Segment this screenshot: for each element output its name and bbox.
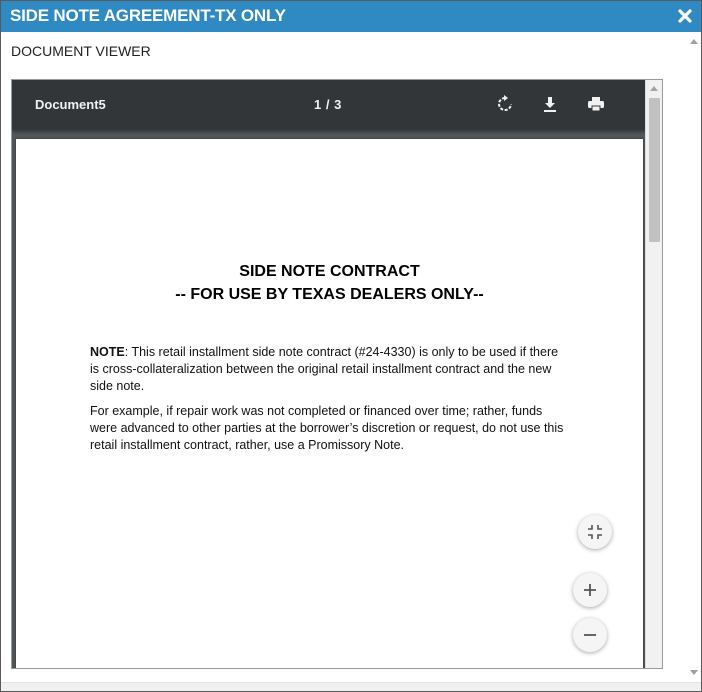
dialog-footer-strip	[1, 682, 701, 691]
fit-page-icon[interactable]	[578, 515, 612, 549]
document-subheading: -- FOR USE BY TEXAS DEALERS ONLY--	[175, 286, 484, 303]
document-name: Document5	[35, 97, 106, 112]
viewer-scrollbar[interactable]	[645, 80, 662, 669]
page-indicator: 1 / 3	[314, 97, 342, 112]
dialog-title: SIDE NOTE AGREEMENT-TX ONLY	[10, 6, 286, 25]
download-icon[interactable]	[540, 94, 560, 114]
example-paragraph: For example, if repair work was not completed or financed over time; rather, funds were advanced to other parties at the borrower’s discretion or request, do not use this retail installment contract, rather, use a Promissory Note.	[90, 404, 564, 452]
note-text: : This retail installment side note contract (#24-4330) is only to be used if there is cross-collateralization between the original retail installment contract and the new side note.	[90, 345, 559, 393]
viewer-toolbar	[12, 80, 646, 130]
document-heading: SIDE NOTE CONTRACT	[239, 263, 420, 280]
scroll-up-arrow-icon[interactable]	[650, 86, 658, 91]
pdf-viewer	[11, 79, 663, 669]
section-label: DOCUMENT VIEWER	[11, 43, 151, 59]
scroll-thumb[interactable]	[649, 98, 660, 242]
document-page	[16, 139, 643, 669]
dialog-scroll-down-icon[interactable]	[690, 670, 698, 675]
dialog-scroll-up-icon[interactable]	[690, 39, 698, 44]
dialog-scrollbar[interactable]	[687, 32, 701, 682]
note-label: NOTE	[90, 345, 125, 359]
rotate-icon[interactable]	[495, 94, 515, 114]
note-paragraph	[90, 344, 570, 395]
zoom-in-icon[interactable]	[573, 573, 607, 607]
close-icon[interactable]	[677, 7, 693, 25]
zoom-out-icon[interactable]	[573, 618, 607, 652]
dialog-titlebar	[1, 1, 701, 32]
print-icon[interactable]	[586, 94, 606, 114]
